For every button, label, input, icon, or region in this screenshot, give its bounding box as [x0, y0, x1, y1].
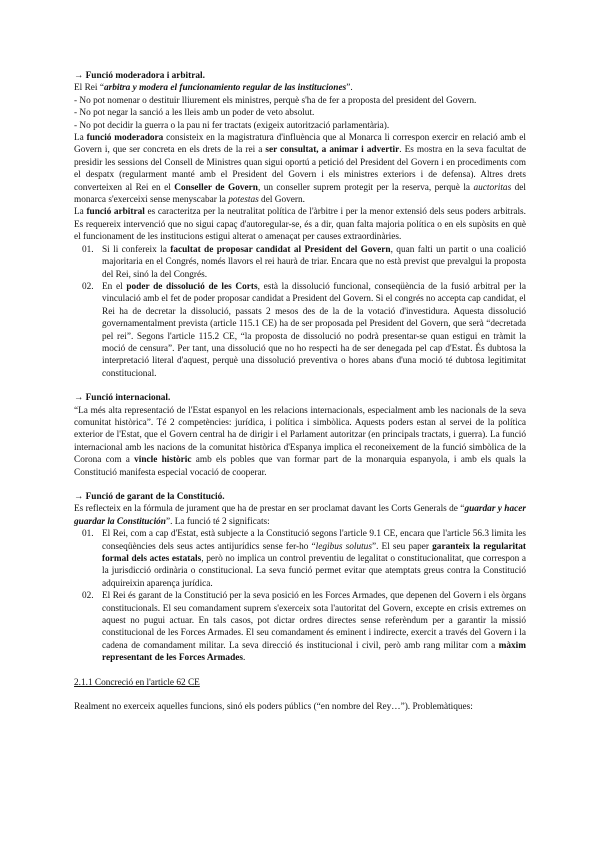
- paragraph-internacional: “La més alta representació de l'Estat espanyol en les relacions internacionals, especialment amb les nacionals de la seva comunitat històrica”. Té 2 competències: jurídica, i política i simbòlica. Aquests poders estan al servei de la política exterior de l'Estat, que el Govern central ha de dirigir i el Parlament autoritzar (en principals tractats, i guerra). La funció internacional amb les nacions de la comunitat històrica d'Espanya implica el reconeixement de la funció simbòlica de la Corona com a vincle històric amb els pobles que van formar part de la monarquia espanyola, i amb els quals la Constitució manifesta especial vocació de cooperar.: [74, 405, 526, 478]
- list-item: 02. En el poder de dissolució de les Corts, està la dissolució funcional, conseqüència de la fusió arbitral per la vinculació amb el fet de poder proposar candidat a President del Govern. Si el congrés no accepta cap candidat, el Rei ha de decretar la dissolució, passats 2 mesos des de la de la votació d'investidura. Aquesta dissolució governamentalment prevista (article 115.1 CE) ha de ser proposada pel President del Govern, que serà “decretada pel rei”. Segons l'article 115.2 CE, “la proposta de dissolució no podrà presentar-se quan estigui en tràmit la moció de censura”. Per tant, una dissolució que no ho respecti ha de ser denegada pel cap d'Estat. És dubtosa la interpretació literal d'aquest, perquè una dissolució preventiva o hores abans d'una moció té dubtosa legitimitat constitucional.: [82, 281, 526, 379]
- list-item: 01. Si li confereix la facultat de proposar candidat al President del Govern, quan falti un partit o una coalició majoritaria en el Congrés, només llavors el rei haurà de triar. Encara que no està previst que prevalgui la proposta del Rei, sinó la del Congrés.: [82, 244, 526, 280]
- bullet-line: - No pot negar la sanció a les lleis amb un poder de veto absolut.: [74, 108, 315, 119]
- paragraph-funcio-arbitral: La funció arbitral es caracteritza per la neutralitat política de l'àrbitre i per la menor extensió dels seus poders arbitrals. Es requereix intervenció que no sigui capaç d'autoregular-se, és a dir, quan falta majoria política o en els supòsits en què el funcionament de les institucions estigui alterat o amenaçat per causes extraordinàries.: [74, 207, 526, 243]
- section-heading-garant: → Funció de garant de la Constitució.: [74, 492, 225, 502]
- paragraph-concrecio: Realment no exerceix aquelles funcions, sinó els poders públics (“en nombre del Rey…”). Problemàtiques:: [74, 702, 473, 713]
- numbered-list-arbitral: [74, 244, 526, 380]
- list-item: 01. El Rei, com a cap d'Estat, està subjecte a la Constitució segons l'article 9.1 CE, encara que l'article 56.3 limita les conseqüències dels seus actes antijurídics sense fer-ho “legibus solutus”. El seu paper garanteix la regularitat formal dels actes estatals, però no implica un control preventiu de legalitat o constitucionalitat, que correspon a la jurisdicció ordinària o constitucional. La seva funció permet evitar que atemptats greus contra la Constitució adquireixin aparença jurídica.: [82, 529, 527, 589]
- paragraph-funcio-moderadora: La funció moderadora consisteix en la magistratura d'influència que al Monarca li correspon exercir en relació amb el Govern i, que ser concreta en els drets de la rei a ser consultat, a animar i advertir. Es mostra en la seva facultat de presidir les sessions del Consell de Ministres quan sigui oportú a petició del President del Govern i en procediments com el despatx (regularment manté amb el President del Govern i els ministres exteriors i de defensa). Altres drets converteixen al Rei en el Conseller de Govern, un conseller suprem protegit per la reserva, perquè la auctoritas del monarca s'exerceixi sense menyscabar la potestas del Govern.: [74, 133, 526, 206]
- section-heading-internacional: → Funció internacional.: [74, 393, 171, 404]
- numbered-list-garant: [74, 528, 526, 664]
- subsection-heading: 2.1.1 Concreció en l'article 62 CE: [74, 677, 200, 688]
- bullet-line: - No pot nomenar o destituir lliurement els ministres, perquè s'ha de fer a proposta del president del Govern.: [74, 95, 477, 106]
- section-heading-moderadora: → Funció moderadora i arbitral.: [74, 71, 205, 81]
- bullet-line: - No pot decidir la guerra o la pau ni fer tractats (exigeix autorització parlamentària).: [74, 120, 390, 131]
- list-item: 02. El Rei és garant de la Constitució per la seva posició en les Forces Armades, que depenen del Govern i els òrgans constitucionals. El seu comandament suprem s'exerceix sota l'autoritat del Govern, excepte en crisis extremes on aquest no pugui actuar. En tals casos, pot dictar ordres directes sense referèndum per a garantir la missió constitucional de les Forces Armades. El seu comandament és eminent i indirecte, exercit a través del Govern i la cadena de comandament militar. La seva direcció és institucional i civil, però amb rang militar com a màxim representant de les Forces Armades.: [82, 591, 526, 664]
- paragraph-garant-intro: Es reflecteix en la fórmula de jurament que ha de prestar en ser proclamat davant les Corts Generals de “guardar y hacer guardar la Constitución”. La funció té 2 significats:: [74, 504, 526, 527]
- paragraph-rei-arbitra: El Rei “arbitra y modera el funcionamiento regular de las instituciones”.: [74, 83, 353, 94]
